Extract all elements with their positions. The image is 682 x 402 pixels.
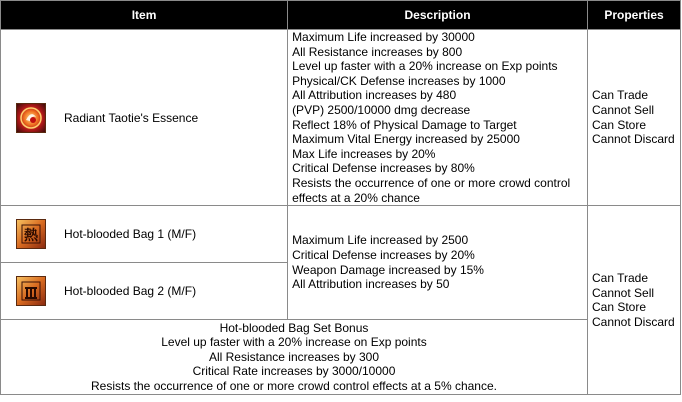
- property-line: Can Store: [591, 300, 647, 315]
- description-line: Physical/CK Defense increases by 1000: [292, 73, 506, 88]
- property-line: Cannot Sell: [591, 285, 655, 300]
- property-line: Can Trade: [591, 88, 649, 103]
- table-header-row: [1, 1, 681, 30]
- description-line: Maximum Life increased by 2500: [292, 233, 469, 248]
- properties-lines: [592, 88, 676, 146]
- item-name: Hot-blooded Bag 1 (M/F): [64, 227, 197, 242]
- description-line: Reflect 18% of Physical Damage to Target: [292, 117, 517, 132]
- header-description: Description: [288, 1, 588, 30]
- item-cell: [1, 30, 288, 206]
- radiant-taotie-essence-icon: [16, 103, 46, 133]
- item-name: Radiant Taotie's Essence: [64, 110, 199, 125]
- description-line: Resists the occurrence of one or more crowd control: [292, 175, 571, 190]
- description-line: effects at a 20% chance: [292, 190, 420, 205]
- svg-text:熱: 熱: [24, 228, 38, 245]
- description-line: Critical Defense increases by 80%: [292, 161, 475, 176]
- property-line: Cannot Discard: [591, 314, 675, 329]
- hot-blooded-bag-2-icon: [16, 276, 46, 306]
- description-line: Critical Defense increases by 20%: [292, 248, 475, 263]
- description-line: Max Life increases by 20%: [292, 146, 436, 161]
- properties-cell: [587, 30, 680, 206]
- set-bonus-line: Resists the occurrence of one or more crowd control effects at a 5% chance.: [91, 379, 497, 394]
- set-bonus-lines: [5, 321, 583, 394]
- set-bonus-line: Level up faster with a 20% increase on Exp points: [161, 335, 427, 350]
- header-item: Item: [1, 1, 288, 30]
- description-line: All Attribution increases by 50: [292, 277, 450, 292]
- description-line: All Attribution increases by 480: [292, 88, 457, 103]
- description-lines: [292, 233, 583, 291]
- item-cell: [1, 263, 288, 320]
- description-line: (PVP) 2500/10000 dmg decrease: [292, 102, 471, 117]
- set-bonus-line: Hot-blooded Bag Set Bonus: [219, 320, 369, 335]
- table-row: [1, 206, 681, 263]
- item-cell: [1, 206, 288, 263]
- description-line: Weapon Damage increased by 15%: [292, 262, 484, 277]
- description-line: Level up faster with a 20% increase on Exp points: [292, 59, 558, 74]
- description-line: Maximum Vital Energy increased by 25000: [292, 132, 520, 147]
- description-line: All Resistance increases by 800: [292, 44, 463, 59]
- properties-lines: [592, 271, 676, 329]
- property-line: Can Trade: [591, 270, 649, 285]
- table-row: [1, 30, 681, 206]
- property-line: Can Store: [591, 117, 647, 132]
- set-bonus-cell: [1, 320, 588, 395]
- bag-description-cell: [288, 206, 588, 320]
- property-line: Cannot Sell: [591, 102, 655, 117]
- set-bonus-line: Critical Rate increases by 3000/10000: [192, 364, 396, 379]
- description-line: Maximum Life increased by 30000: [292, 30, 475, 44]
- property-line: Cannot Discard: [591, 132, 675, 147]
- set-bonus-line: All Resistance increases by 300: [208, 349, 380, 364]
- description-lines: [292, 30, 583, 205]
- item-name: Hot-blooded Bag 2 (M/F): [64, 284, 197, 299]
- bag-properties-cell: [587, 206, 680, 395]
- header-properties: Properties: [587, 1, 680, 30]
- table-row: [1, 320, 681, 395]
- hot-blooded-bag-1-icon: [16, 219, 46, 249]
- description-cell: [288, 30, 588, 206]
